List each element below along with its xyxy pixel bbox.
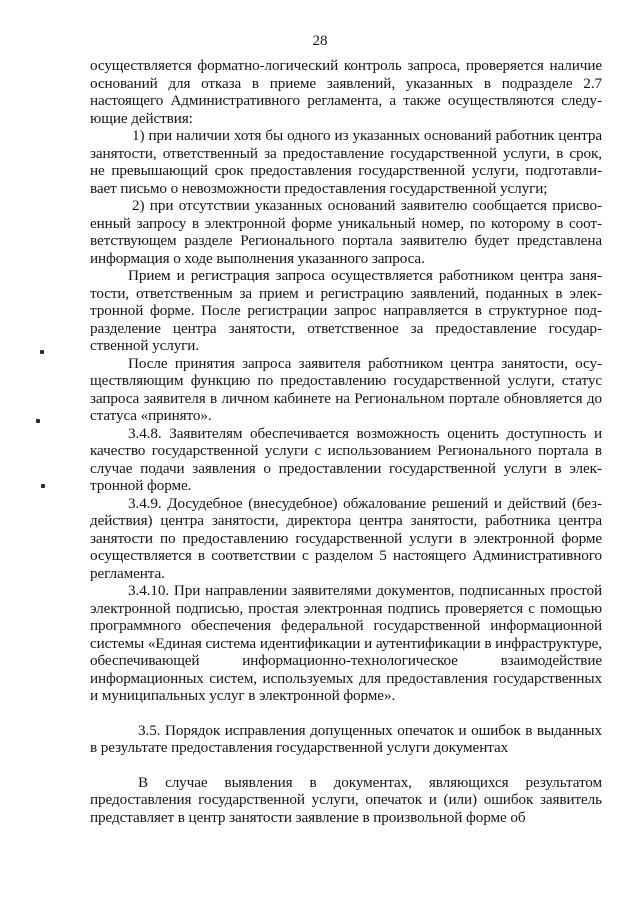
page-number: 28 xyxy=(312,33,328,49)
list-item-1: 1) при наличии хотя бы одного из указанных оснований работник центра занятости, ответственный за предоставление государственной услуги, в срок, не превышающий срок предоставления государственной услуги, подготавливает письмо о невозможности предоставления государственной услуги; xyxy=(90,127,602,197)
scan-mark xyxy=(40,350,44,354)
document-body xyxy=(90,57,602,826)
paragraph-section-3-5: В случае выявления в документах, являющихся результатом предоставления государственной услуги, опечаток и (или) ошибок заявитель представляет в центр занятости заявление в произвольной форме об xyxy=(90,773,602,826)
paragraph-3-4-9: 3.4.9. Досудебное (внесудебное) обжалование решений и действий (бездействия) центра занятости, директора центра занятости, работника центра занятости по предоставлению государственной услуги в электронной форме осуществляется в соответствии с разделом 5 настоящего Административного регламента. xyxy=(90,494,602,582)
paragraph-3-4-8: 3.4.8. Заявителям обеспечивается возможность оценить доступность и качество государственной услуги с использованием Регионального портала в случае подачи заявления о предоставлении государственной услуги в электронной форме. xyxy=(90,424,602,494)
paragraph-3-4-10: 3.4.10. При направлении заявителями документов, подписанных простой электронной подписью, простая электронная подпись проверяется с помощью программного обеспечения федеральной государственной информационной системы «Единая система идентификации и аутентификации в инфраструктуре, обеспечивающей информационно-технологическое взаимодействие информационных систем, используемых для предоставления государственных и муниципальных услуг в электронной форме». xyxy=(90,582,602,704)
list-item-2: 2) при отсутствии указанных оснований заявителю сообщается присвоенный запросу в электронной форме уникальный номер, по которому в соответствующем разделе Регионального портала заявителю будет представлена информация о ходе выполнения указанного запроса. xyxy=(90,197,602,267)
scan-mark xyxy=(41,484,45,488)
paragraph-registration: Прием и регистрация запроса осуществляется работником центра занятости, ответственным за прием и регистрацию заявлений, поданных в электронной форме. После регистрации запрос направляется в структурное подразделение центра занятости, ответственное за предоставление государственной услуги. xyxy=(90,267,602,354)
section-heading-3-5: 3.5. Порядок исправления допущенных опечаток и ошибок в выданных в результате предоставления государственной услуги документах xyxy=(90,721,602,756)
paragraph-continuation: осуществляется форматно-логический контроль запроса, проверяется наличие оснований для отказа в приеме заявлений, указанных в подразделе 2.7 настоящего Административного регламента, а также осуществляются следующие действия: xyxy=(90,57,602,127)
paragraph-status-update: После принятия запроса заявителя работником центра занятости, осуществляющим функцию по предоставлению государственной услуги, статус запроса заявителя в личном кабинете на Региональном портале обновляется до статуса «принято». xyxy=(90,354,602,424)
scan-mark xyxy=(36,419,40,423)
